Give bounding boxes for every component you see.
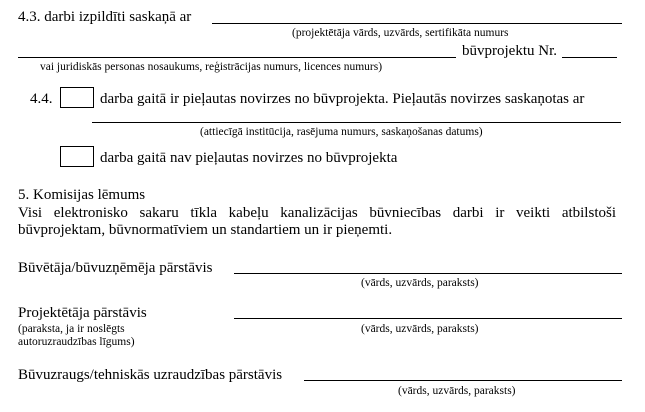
decision-text-line-2: būvprojektam, būvnormatīviem un standartiem un ir pieņemti. xyxy=(18,222,393,238)
executor-hint: (projektētāja vārds, uzvārds, sertifikāta numurs xyxy=(292,27,509,39)
section-4-4-number: 4.4. xyxy=(30,91,53,107)
executor-entity-line[interactable] xyxy=(18,57,456,58)
no-deviation-checkbox[interactable] xyxy=(60,146,94,167)
deviation-approval-hint: (attiecīgā institūcija, rasējuma numurs, saskaņošanas datums) xyxy=(200,126,483,138)
builder-signature-line[interactable] xyxy=(234,273,622,274)
entity-hint: vai juridiskās personas nosaukums, reģistrācijas numurs, licences numurs) xyxy=(40,61,383,73)
designer-note-line-1: (paraksta, ja ir noslēgts xyxy=(18,323,125,335)
no-deviation-text: darba gaitā nav pieļautas novirzes no būvprojekta xyxy=(100,150,398,166)
designer-note-line-2: autoruzraudzības līgums) xyxy=(18,336,135,348)
designer-signature-hint: (vārds, uzvārds, paraksts) xyxy=(361,323,479,335)
section-5-title: 5. Komisijas lēmums xyxy=(18,187,146,203)
project-number-line[interactable] xyxy=(562,57,617,58)
deviation-allowed-text: darba gaitā ir pieļautas novirzes no būvprojekta. Pieļautās novirzes saskaņotas ar xyxy=(100,91,585,107)
supervisor-representative-label: Būvuzraugs/tehniskās uzraudzības pārstāvis xyxy=(18,367,283,383)
project-number-label: būvprojektu Nr. xyxy=(462,43,557,59)
deviation-approval-line[interactable] xyxy=(92,122,621,123)
designer-signature-line[interactable] xyxy=(234,318,622,319)
builder-signature-hint: (vārds, uzvārds, paraksts) xyxy=(361,277,479,289)
supervisor-signature-line[interactable] xyxy=(304,380,622,381)
designer-representative-label: Projektētāja pārstāvis xyxy=(18,305,147,321)
section-4-3-label: 4.3. darbi izpildīti saskaņā ar xyxy=(18,9,192,25)
deviation-allowed-checkbox[interactable] xyxy=(60,87,94,108)
executor-name-line[interactable] xyxy=(212,23,622,24)
supervisor-signature-hint: (vārds, uzvārds, paraksts) xyxy=(398,385,516,397)
builder-representative-label: Būvētāja/būvuzņēmēja pārstāvis xyxy=(18,260,213,276)
decision-text-line-1: Visi elektronisko sakaru tīkla kabeļu kanalizācijas būvniecības darbi ir veikti atbilstoši xyxy=(18,205,616,221)
